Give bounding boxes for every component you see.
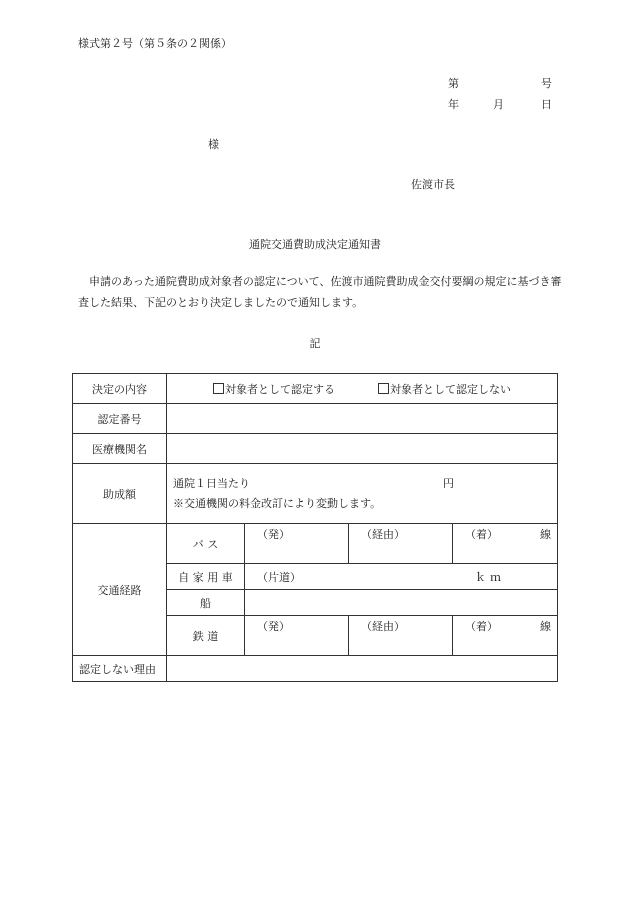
body-paragraph: 申請のあった通院費助成対象者の認定について、佐渡市通院費助成金交付要綱の規定に基づき審査した結果、下記のとおり決定しましたので通知します。 bbox=[78, 275, 562, 309]
to-label: （着） bbox=[465, 620, 498, 633]
date-day-label: 日 bbox=[541, 98, 552, 111]
doc-number-prefix: 第 bbox=[448, 77, 459, 90]
bus-to[interactable] bbox=[453, 524, 558, 564]
one-way-label: （片道） bbox=[257, 570, 301, 584]
document-title: 通院交通費助成決定通知書 bbox=[249, 238, 381, 251]
form-number-label: 様式第２号（第５条の２関係） bbox=[78, 37, 232, 50]
not-cert-reason-row bbox=[73, 656, 558, 682]
bus-from[interactable] bbox=[245, 524, 349, 564]
date-year-label: 年 bbox=[448, 98, 459, 111]
cert-number-label: 認定番号 bbox=[73, 404, 167, 434]
bus-label: バ ス bbox=[167, 524, 245, 564]
line-label: 線 bbox=[540, 620, 551, 633]
decision-row bbox=[73, 374, 558, 404]
option-not-certify[interactable] bbox=[378, 381, 511, 397]
institution-label: 医療機関名 bbox=[73, 434, 167, 464]
ship-field[interactable] bbox=[245, 590, 558, 616]
date-month-label: 月 bbox=[493, 98, 504, 111]
not-cert-reason-field[interactable] bbox=[167, 656, 558, 682]
cert-number-row bbox=[73, 404, 558, 434]
decision-label: 決定の内容 bbox=[73, 374, 167, 404]
car-distance-field[interactable] bbox=[245, 564, 558, 590]
subsidy-field[interactable] bbox=[167, 464, 558, 524]
not-cert-reason-label: 認定しない理由 bbox=[73, 656, 167, 682]
decision-form-table bbox=[72, 373, 558, 682]
rail-to[interactable] bbox=[453, 616, 558, 656]
option-certify[interactable] bbox=[213, 381, 335, 397]
via-label: （経由） bbox=[361, 528, 405, 541]
institution-field[interactable] bbox=[167, 434, 558, 464]
from-label: （発） bbox=[257, 528, 290, 541]
rail-label: 鉄 道 bbox=[167, 616, 245, 656]
rail-via[interactable] bbox=[349, 616, 453, 656]
checkbox-icon[interactable] bbox=[378, 383, 389, 394]
subsidy-row bbox=[73, 464, 558, 524]
institution-row bbox=[73, 434, 558, 464]
ship-label: 船 bbox=[167, 590, 245, 616]
addressee-honorific: 様 bbox=[208, 138, 219, 151]
line-label: 線 bbox=[540, 528, 551, 541]
bus-via[interactable] bbox=[349, 524, 453, 564]
option-certify-label: 対象者として認定する bbox=[225, 382, 335, 396]
to-label: （着） bbox=[465, 528, 498, 541]
ki-heading: 記 bbox=[309, 337, 321, 350]
via-label: （経由） bbox=[361, 620, 405, 633]
subsidy-label: 助成額 bbox=[73, 464, 167, 524]
sender-name: 佐渡市長 bbox=[411, 178, 455, 191]
km-unit: ｋｍ bbox=[475, 571, 505, 584]
route-label: 交通経路 bbox=[73, 524, 167, 656]
from-label: （発） bbox=[257, 620, 290, 633]
route-bus-row bbox=[73, 524, 558, 564]
car-label: 自 家 用 車 bbox=[167, 564, 245, 590]
cert-number-field[interactable] bbox=[167, 404, 558, 434]
subsidy-note: ※交通機関の料金改訂により変動します。 bbox=[173, 496, 382, 510]
subsidy-per-day: 通院１日当たり bbox=[173, 476, 250, 490]
decision-options bbox=[167, 374, 558, 404]
option-not-certify-label: 対象者として認定しない bbox=[390, 382, 511, 396]
doc-number-suffix: 号 bbox=[541, 77, 552, 90]
checkbox-icon[interactable] bbox=[213, 383, 224, 394]
subsidy-yen: 円 bbox=[443, 476, 454, 490]
rail-from[interactable] bbox=[245, 616, 349, 656]
